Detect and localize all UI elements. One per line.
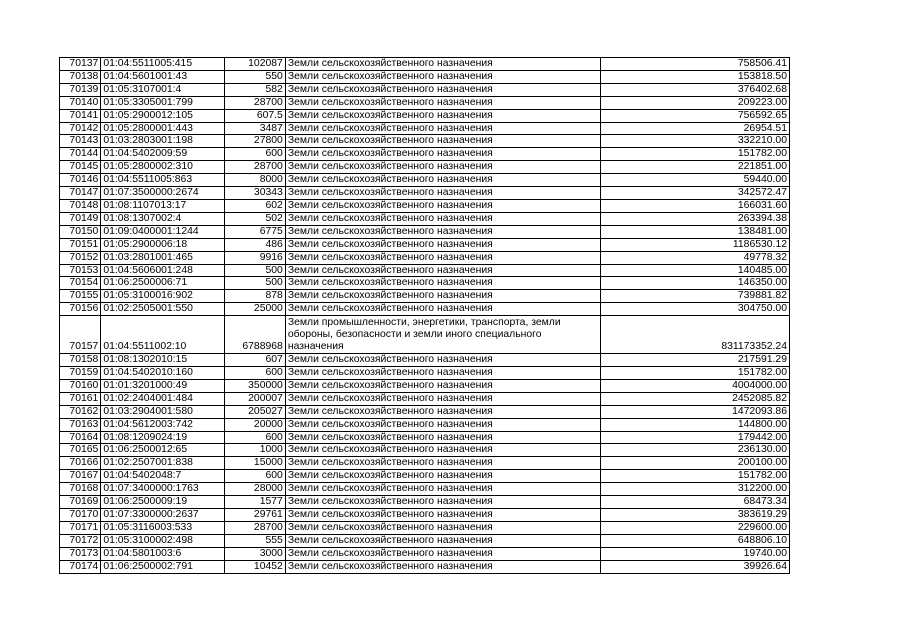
parcel-number-cell: 70169 bbox=[60, 496, 101, 509]
table-row bbox=[60, 457, 790, 470]
cadastral-value-cell: 39926.64 bbox=[601, 560, 790, 573]
cadastral-number-cell: 01:05:3100002:498 bbox=[101, 534, 225, 547]
cadastral-number-cell: 01:04:5402009:59 bbox=[101, 148, 225, 161]
parcel-number-cell: 70148 bbox=[60, 199, 101, 212]
parcel-number-cell: 70138 bbox=[60, 70, 101, 83]
cadastral-value-cell: 2452085.82 bbox=[601, 392, 790, 405]
parcel-number-cell: 70168 bbox=[60, 483, 101, 496]
cadastral-number-cell: 01:05:2800001:443 bbox=[101, 122, 225, 135]
land-category-cell: Земли сельскохозяйственного назначения bbox=[285, 521, 601, 534]
parcel-number-cell: 70152 bbox=[60, 251, 101, 264]
area-cell: 15000 bbox=[225, 457, 285, 470]
cadastral-number-cell: 01:08:1107013:17 bbox=[101, 199, 225, 212]
parcel-number-cell: 70160 bbox=[60, 379, 101, 392]
area-cell: 6788968 bbox=[225, 316, 285, 354]
cadastral-value-cell: 209223.00 bbox=[601, 96, 790, 109]
table-row bbox=[60, 418, 790, 431]
area-cell: 28700 bbox=[225, 521, 285, 534]
land-category-cell: Земли сельскохозяйственного назначения bbox=[285, 225, 601, 238]
area-cell: 10452 bbox=[225, 560, 285, 573]
parcel-number-cell: 70158 bbox=[60, 354, 101, 367]
table-row bbox=[60, 251, 790, 264]
area-cell: 500 bbox=[225, 264, 285, 277]
table-row bbox=[60, 96, 790, 109]
cadastral-value-cell: 312200.00 bbox=[601, 483, 790, 496]
table-row bbox=[60, 161, 790, 174]
land-category-cell: Земли сельскохозяйственного назначения bbox=[285, 444, 601, 457]
cadastral-number-cell: 01:03:2904001:580 bbox=[101, 405, 225, 418]
parcel-number-cell: 70171 bbox=[60, 521, 101, 534]
table-row bbox=[60, 109, 790, 122]
area-cell: 28000 bbox=[225, 483, 285, 496]
cadastral-number-cell: 01:06:2500006:71 bbox=[101, 277, 225, 290]
cadastral-number-cell: 01:01:3201000:49 bbox=[101, 379, 225, 392]
land-category-cell: Земли сельскохозяйственного назначения bbox=[285, 83, 601, 96]
land-category-cell: Земли сельскохозяйственного назначения bbox=[285, 418, 601, 431]
table-row bbox=[60, 534, 790, 547]
cadastral-number-cell: 01:02:2505001:550 bbox=[101, 303, 225, 316]
cadastral-value-cell: 200100.00 bbox=[601, 457, 790, 470]
parcel-number-cell: 70147 bbox=[60, 187, 101, 200]
table-row bbox=[60, 238, 790, 251]
table-row bbox=[60, 470, 790, 483]
table-row bbox=[60, 135, 790, 148]
land-category-cell: Земли сельскохозяйственного назначения bbox=[285, 431, 601, 444]
parcel-number-cell: 70140 bbox=[60, 96, 101, 109]
parcel-number-cell: 70150 bbox=[60, 225, 101, 238]
table-row bbox=[60, 174, 790, 187]
area-cell: 30343 bbox=[225, 187, 285, 200]
area-cell: 350000 bbox=[225, 379, 285, 392]
table-row bbox=[60, 354, 790, 367]
land-category-cell: Земли сельскохозяйственного назначения bbox=[285, 109, 601, 122]
area-cell: 550 bbox=[225, 70, 285, 83]
cadastral-number-cell: 01:05:3116003:533 bbox=[101, 521, 225, 534]
area-cell: 9916 bbox=[225, 251, 285, 264]
land-category-cell: Земли сельскохозяйственного назначения bbox=[285, 70, 601, 83]
area-cell: 600 bbox=[225, 470, 285, 483]
cadastral-value-cell: 217591.29 bbox=[601, 354, 790, 367]
parcel-number-cell: 70157 bbox=[60, 316, 101, 354]
land-category-cell: Земли сельскохозяйственного назначения bbox=[285, 290, 601, 303]
area-cell: 25000 bbox=[225, 303, 285, 316]
area-cell: 29761 bbox=[225, 509, 285, 522]
parcel-number-cell: 70141 bbox=[60, 109, 101, 122]
table-row bbox=[60, 83, 790, 96]
cadastral-number-cell: 01:04:5612003:742 bbox=[101, 418, 225, 431]
cadastral-value-cell: 68473.34 bbox=[601, 496, 790, 509]
table-row bbox=[60, 431, 790, 444]
parcel-number-cell: 70155 bbox=[60, 290, 101, 303]
cadastral-number-cell: 01:05:2800002:310 bbox=[101, 161, 225, 174]
cadastral-value-cell: 756592.65 bbox=[601, 109, 790, 122]
parcel-number-cell: 70167 bbox=[60, 470, 101, 483]
parcel-number-cell: 70174 bbox=[60, 560, 101, 573]
land-category-cell: Земли сельскохозяйственного назначения bbox=[285, 534, 601, 547]
parcel-number-cell: 70149 bbox=[60, 212, 101, 225]
cadastral-number-cell: 01:06:2500002:791 bbox=[101, 560, 225, 573]
land-category-cell: Земли сельскохозяйственного назначения bbox=[285, 354, 601, 367]
land-category-cell: Земли сельскохозяйственного назначения bbox=[285, 509, 601, 522]
area-cell: 3000 bbox=[225, 547, 285, 560]
land-category-cell: Земли сельскохозяйственного назначения bbox=[285, 379, 601, 392]
area-cell: 555 bbox=[225, 534, 285, 547]
cadastral-value-cell: 229600.00 bbox=[601, 521, 790, 534]
cadastral-value-cell: 49778.32 bbox=[601, 251, 790, 264]
table-row bbox=[60, 290, 790, 303]
land-category-cell: Земли сельскохозяйственного назначения bbox=[285, 483, 601, 496]
cadastral-value-cell: 342572.47 bbox=[601, 187, 790, 200]
area-cell: 6775 bbox=[225, 225, 285, 238]
area-cell: 607 bbox=[225, 354, 285, 367]
parcel-number-cell: 70145 bbox=[60, 161, 101, 174]
parcel-number-cell: 70162 bbox=[60, 405, 101, 418]
land-category-cell: Земли сельскохозяйственного назначения bbox=[285, 457, 601, 470]
cadastral-value-cell: 1472093.86 bbox=[601, 405, 790, 418]
area-cell: 502 bbox=[225, 212, 285, 225]
parcel-number-cell: 70164 bbox=[60, 431, 101, 444]
parcel-number-cell: 70163 bbox=[60, 418, 101, 431]
cadastral-number-cell: 01:02:2507001:838 bbox=[101, 457, 225, 470]
cadastral-number-cell: 01:05:3100016:902 bbox=[101, 290, 225, 303]
table-row bbox=[60, 483, 790, 496]
table-row bbox=[60, 187, 790, 200]
area-cell: 1577 bbox=[225, 496, 285, 509]
table-row bbox=[60, 316, 790, 354]
parcel-number-cell: 70146 bbox=[60, 174, 101, 187]
cadastral-number-cell: 01:08:1302010:15 bbox=[101, 354, 225, 367]
area-cell: 102087 bbox=[225, 58, 285, 71]
land-category-cell: Земли сельскохозяйственного назначения bbox=[285, 547, 601, 560]
cadastral-value-cell: 376402.68 bbox=[601, 83, 790, 96]
area-cell: 27800 bbox=[225, 135, 285, 148]
cadastral-number-cell: 01:07:3500000:2674 bbox=[101, 187, 225, 200]
land-category-cell: Земли сельскохозяйственного назначения bbox=[285, 212, 601, 225]
table-row bbox=[60, 264, 790, 277]
area-cell: 602 bbox=[225, 199, 285, 212]
land-category-cell: Земли сельскохозяйственного назначения bbox=[285, 251, 601, 264]
land-category-cell: Земли сельскохозяйственного назначения bbox=[285, 238, 601, 251]
parcel-number-cell: 70173 bbox=[60, 547, 101, 560]
cadastral-number-cell: 01:04:5511005:415 bbox=[101, 58, 225, 71]
land-category-cell: Земли промышленности, энергетики, транспорта, земли обороны, безопасности и земли иного специального назначения bbox=[285, 316, 601, 354]
land-parcel-table bbox=[59, 57, 790, 574]
cadastral-value-cell: 332210.00 bbox=[601, 135, 790, 148]
land-category-cell: Земли сельскохозяйственного назначения bbox=[285, 174, 601, 187]
table-row bbox=[60, 303, 790, 316]
cadastral-value-cell: 236130.00 bbox=[601, 444, 790, 457]
cadastral-value-cell: 263394.38 bbox=[601, 212, 790, 225]
table-row bbox=[60, 367, 790, 380]
cadastral-number-cell: 01:05:2900006:18 bbox=[101, 238, 225, 251]
cadastral-value-cell: 831173352.24 bbox=[601, 316, 790, 354]
area-cell: 600 bbox=[225, 367, 285, 380]
land-category-cell: Земли сельскохозяйственного назначения bbox=[285, 58, 601, 71]
parcel-number-cell: 70153 bbox=[60, 264, 101, 277]
table-row bbox=[60, 58, 790, 71]
parcel-number-cell: 70165 bbox=[60, 444, 101, 457]
area-cell: 582 bbox=[225, 83, 285, 96]
land-category-cell: Земли сельскохозяйственного назначения bbox=[285, 470, 601, 483]
cadastral-number-cell: 01:03:2803001:198 bbox=[101, 135, 225, 148]
cadastral-number-cell: 01:06:2500009:19 bbox=[101, 496, 225, 509]
land-category-cell: Земли сельскохозяйственного назначения bbox=[285, 135, 601, 148]
table-body bbox=[60, 58, 790, 574]
parcel-number-cell: 70139 bbox=[60, 83, 101, 96]
parcel-number-cell: 70161 bbox=[60, 392, 101, 405]
cadastral-value-cell: 153818.50 bbox=[601, 70, 790, 83]
cadastral-number-cell: 01:04:5606001:248 bbox=[101, 264, 225, 277]
table-row bbox=[60, 212, 790, 225]
parcel-number-cell: 70143 bbox=[60, 135, 101, 148]
area-cell: 878 bbox=[225, 290, 285, 303]
cadastral-value-cell: 758506.41 bbox=[601, 58, 790, 71]
land-category-cell: Земли сельскохозяйственного назначения bbox=[285, 187, 601, 200]
cadastral-value-cell: 179442.00 bbox=[601, 431, 790, 444]
land-category-cell: Земли сельскохозяйственного назначения bbox=[285, 148, 601, 161]
cadastral-number-cell: 01:04:5402010:160 bbox=[101, 367, 225, 380]
cadastral-number-cell: 01:02:2404001:484 bbox=[101, 392, 225, 405]
area-cell: 205027 bbox=[225, 405, 285, 418]
land-category-cell: Земли сельскохозяйственного назначения bbox=[285, 199, 601, 212]
table-row bbox=[60, 122, 790, 135]
table-row bbox=[60, 70, 790, 83]
parcel-number-cell: 70144 bbox=[60, 148, 101, 161]
table-row bbox=[60, 444, 790, 457]
cadastral-number-cell: 01:05:3305001:799 bbox=[101, 96, 225, 109]
cadastral-value-cell: 166031.60 bbox=[601, 199, 790, 212]
table-row bbox=[60, 277, 790, 290]
land-category-cell: Земли сельскохозяйственного назначения bbox=[285, 560, 601, 573]
parcel-number-cell: 70142 bbox=[60, 122, 101, 135]
cadastral-number-cell: 01:04:5801003:6 bbox=[101, 547, 225, 560]
cadastral-value-cell: 383619.29 bbox=[601, 509, 790, 522]
cadastral-number-cell: 01:04:5402048:7 bbox=[101, 470, 225, 483]
cadastral-value-cell: 146350.00 bbox=[601, 277, 790, 290]
cadastral-value-cell: 140485.00 bbox=[601, 264, 790, 277]
area-cell: 1000 bbox=[225, 444, 285, 457]
parcel-number-cell: 70159 bbox=[60, 367, 101, 380]
table-row bbox=[60, 199, 790, 212]
cadastral-number-cell: 01:05:3107001:4 bbox=[101, 83, 225, 96]
area-cell: 486 bbox=[225, 238, 285, 251]
cadastral-number-cell: 01:07:3400000:1763 bbox=[101, 483, 225, 496]
cadastral-value-cell: 144800.00 bbox=[601, 418, 790, 431]
land-category-cell: Земли сельскохозяйственного назначения bbox=[285, 122, 601, 135]
table-row bbox=[60, 496, 790, 509]
table-row bbox=[60, 392, 790, 405]
parcel-number-cell: 70137 bbox=[60, 58, 101, 71]
land-category-cell: Земли сельскохозяйственного назначения bbox=[285, 161, 601, 174]
cadastral-number-cell: 01:04:5511005:863 bbox=[101, 174, 225, 187]
cadastral-number-cell: 01:04:5601001:43 bbox=[101, 70, 225, 83]
land-category-cell: Земли сельскохозяйственного назначения bbox=[285, 277, 601, 290]
land-category-cell: Земли сельскохозяйственного назначения bbox=[285, 303, 601, 316]
cadastral-value-cell: 19740.00 bbox=[601, 547, 790, 560]
table-row bbox=[60, 225, 790, 238]
cadastral-number-cell: 01:06:2500012:65 bbox=[101, 444, 225, 457]
parcel-number-cell: 70170 bbox=[60, 509, 101, 522]
table-row bbox=[60, 379, 790, 392]
parcel-number-cell: 70154 bbox=[60, 277, 101, 290]
cadastral-number-cell: 01:03:2801001:465 bbox=[101, 251, 225, 264]
area-cell: 3487 bbox=[225, 122, 285, 135]
cadastral-value-cell: 138481.00 bbox=[601, 225, 790, 238]
land-category-cell: Земли сельскохозяйственного назначения bbox=[285, 264, 601, 277]
area-cell: 200007 bbox=[225, 392, 285, 405]
area-cell: 20000 bbox=[225, 418, 285, 431]
parcel-number-cell: 70151 bbox=[60, 238, 101, 251]
area-cell: 28700 bbox=[225, 161, 285, 174]
land-category-cell: Земли сельскохозяйственного назначения bbox=[285, 496, 601, 509]
parcel-number-cell: 70156 bbox=[60, 303, 101, 316]
table-row bbox=[60, 547, 790, 560]
table-row bbox=[60, 148, 790, 161]
area-cell: 8000 bbox=[225, 174, 285, 187]
table-row bbox=[60, 560, 790, 573]
cadastral-value-cell: 4004000.00 bbox=[601, 379, 790, 392]
land-category-cell: Земли сельскохозяйственного назначения bbox=[285, 96, 601, 109]
area-cell: 600 bbox=[225, 431, 285, 444]
cadastral-value-cell: 304750.00 bbox=[601, 303, 790, 316]
cadastral-value-cell: 151782.00 bbox=[601, 148, 790, 161]
cadastral-value-cell: 151782.00 bbox=[601, 470, 790, 483]
cadastral-value-cell: 151782.00 bbox=[601, 367, 790, 380]
cadastral-value-cell: 739881.82 bbox=[601, 290, 790, 303]
cadastral-number-cell: 01:08:1307002:4 bbox=[101, 212, 225, 225]
table-row bbox=[60, 521, 790, 534]
cadastral-number-cell: 01:09:0400001:1244 bbox=[101, 225, 225, 238]
area-cell: 600 bbox=[225, 148, 285, 161]
land-category-cell: Земли сельскохозяйственного назначения bbox=[285, 392, 601, 405]
area-cell: 500 bbox=[225, 277, 285, 290]
cadastral-value-cell: 1186530.12 bbox=[601, 238, 790, 251]
area-cell: 607.5 bbox=[225, 109, 285, 122]
area-cell: 28700 bbox=[225, 96, 285, 109]
cadastral-value-cell: 59440.00 bbox=[601, 174, 790, 187]
parcel-number-cell: 70166 bbox=[60, 457, 101, 470]
cadastral-number-cell: 01:07:3300000:2637 bbox=[101, 509, 225, 522]
table-row bbox=[60, 509, 790, 522]
cadastral-number-cell: 01:08:1209024:19 bbox=[101, 431, 225, 444]
cadastral-number-cell: 01:05:2900012:105 bbox=[101, 109, 225, 122]
parcel-number-cell: 70172 bbox=[60, 534, 101, 547]
land-category-cell: Земли сельскохозяйственного назначения bbox=[285, 405, 601, 418]
cadastral-number-cell: 01:04:5511002:10 bbox=[101, 316, 225, 354]
cadastral-value-cell: 221851.00 bbox=[601, 161, 790, 174]
cadastral-value-cell: 26954.51 bbox=[601, 122, 790, 135]
table-row bbox=[60, 405, 790, 418]
land-category-cell: Земли сельскохозяйственного назначения bbox=[285, 367, 601, 380]
cadastral-value-cell: 648806.10 bbox=[601, 534, 790, 547]
